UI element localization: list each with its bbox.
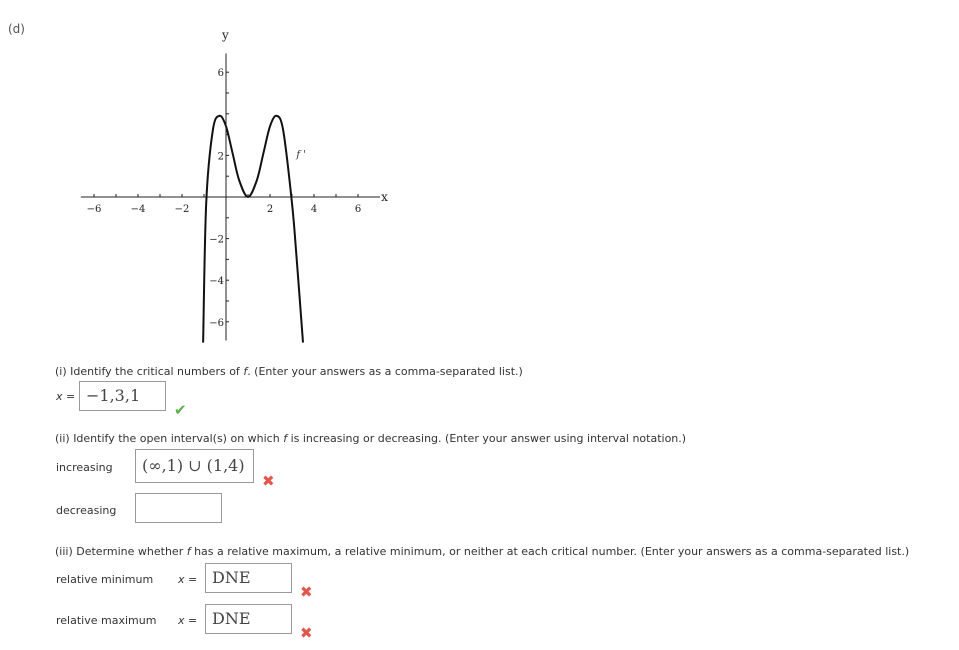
y-tick-label: −4 [209, 276, 224, 288]
y-tick-label: 6 [217, 68, 224, 80]
critical-numbers-var-label: x = [56, 390, 76, 403]
question-1-suffix: . (Enter your answers as a comma-separated list.) [247, 365, 523, 378]
y-axis-label: y [222, 27, 229, 42]
axes [81, 53, 380, 340]
y-tick-label: 2 [217, 151, 224, 163]
x-tick-label: −2 [174, 204, 190, 215]
x-tick-label: 2 [266, 204, 274, 215]
x-tick-label: −4 [130, 204, 146, 215]
y-tick-label: −2 [209, 234, 224, 246]
relative-maximum-label: relative maximum [56, 614, 157, 627]
relative-minimum-var-label: x = [178, 573, 198, 586]
x-tick-label: −6 [86, 204, 102, 215]
y-tick-label: −6 [209, 317, 224, 329]
increasing-label: increasing [56, 461, 113, 474]
x-axis-label: x [381, 190, 388, 204]
decreasing-input[interactable] [135, 493, 222, 523]
relative-minimum-label: relative minimum [56, 573, 154, 586]
increasing-input[interactable]: (∞,1) ∪ (1,4) [135, 449, 254, 483]
question-2 [55, 432, 686, 445]
question-3-prefix: (iii) Determine whether [55, 545, 187, 558]
part-label: (d) [8, 22, 25, 36]
decreasing-label: decreasing [56, 504, 117, 517]
question-3-function: f [186, 545, 191, 558]
x-tick-label: 6 [354, 204, 362, 215]
x-icon: ✖ [262, 472, 275, 490]
relative-maximum-input[interactable]: DNE [205, 604, 292, 634]
x-icon: ✖ [300, 583, 313, 601]
f-prime-curve [203, 116, 303, 343]
critical-numbers-input[interactable]: −1,3,1 [79, 381, 166, 411]
question-2-function: f [283, 432, 288, 445]
tick-labels [87, 68, 362, 329]
question-1-prefix: (i) Identify the critical numbers of [55, 365, 244, 378]
question-2-suffix: is increasing or decreasing. (Enter your answer using interval notation.) [287, 432, 687, 445]
derivative-graph [60, 20, 400, 350]
x-tick-label: 4 [310, 204, 318, 215]
x-icon: ✖ [300, 624, 313, 642]
question-3-suffix: has a relative maximum, a relative minimum, or neither at each critical number. (Enter your answers as a comma-separated list.) [190, 545, 910, 558]
question-3 [55, 545, 909, 558]
curve-label: f ' [296, 149, 307, 161]
relative-minimum-input[interactable]: DNE [205, 563, 292, 593]
relative-maximum-var-label: x = [178, 614, 198, 627]
question-1-function: f [243, 365, 248, 378]
question-1 [55, 365, 523, 378]
question-2-prefix: (ii) Identify the open interval(s) on which [55, 432, 284, 445]
check-icon: ✔ [174, 401, 187, 419]
